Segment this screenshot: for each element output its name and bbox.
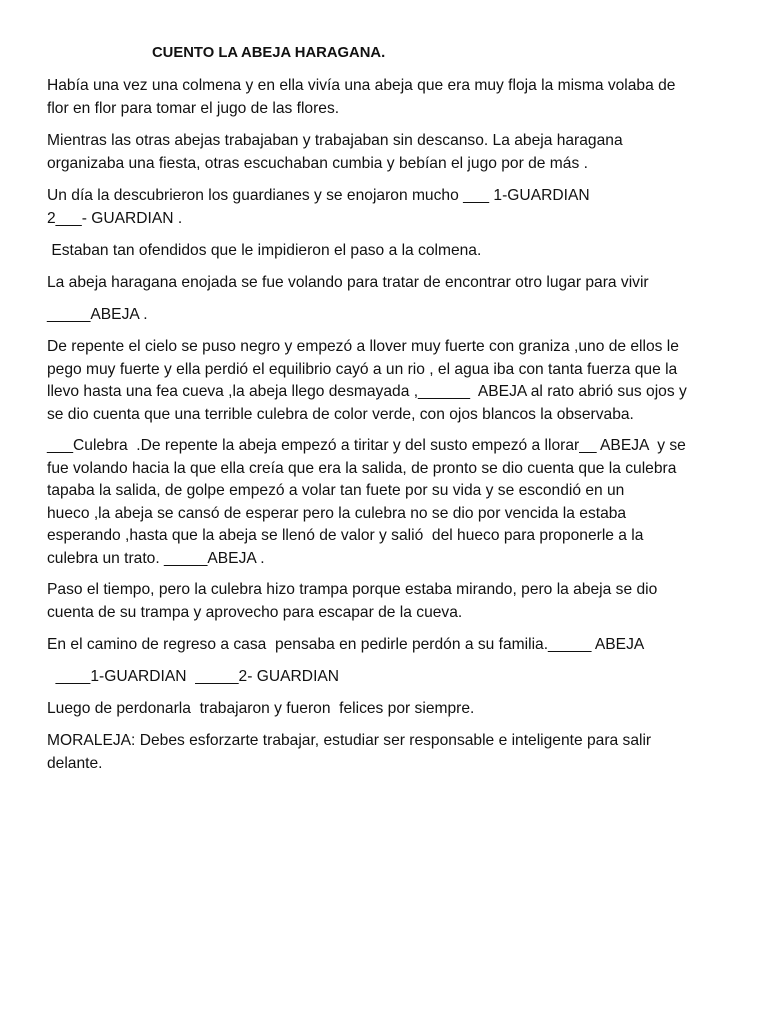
paragraph-line: culebra un trato. _____ABEJA .	[47, 549, 265, 567]
paragraph-line: Luego de perdonarla trabajaron y fueron felices por siempre.	[47, 700, 475, 717]
paragraph-line: fue volando hacia la que ella creía que era la salida, de pronto se dio cuenta que la culebra	[47, 459, 677, 477]
paragraph-line: organizaba una fiesta, otras escuchaban cumbia y bebían el jugo por de más .	[47, 154, 588, 172]
paragraph-1	[47, 75, 727, 120]
paragraph-line: De repente el cielo se puso negro y empezó a llover muy fuerte con graniza ,uno de ellos le	[47, 338, 679, 355]
paragraph-line: ___Culebra .De repente la abeja empezó a tiritar y del susto empezó a llorar__ ABEJA y se	[47, 437, 686, 454]
paragraph-line: cuenta de su trampa y aprovecho para escapar de la cueva.	[47, 603, 463, 621]
paragraph-2	[47, 130, 727, 175]
paragraph-line: En el camino de regreso a casa pensaba en pedirle perdón a su familia._____ ABEJA	[47, 636, 645, 653]
paragraph-line: llevo hasta una fea cueva ,la abeja llego desmayada ,______ ABEJA al rato abrió sus ojos y	[47, 383, 687, 400]
paragraph-line: Estaban tan ofendidos que le impidieron el paso a la colmena.	[47, 242, 482, 259]
paragraph-line: pego muy fuerte y ella perdió el equilibrio cayó a un rio , el agua iba con tanta fuerza que la	[47, 360, 678, 378]
paragraph-line: Paso el tiempo, pero la culebra hizo trampa porque estaba mirando, pero la abeja se dio	[47, 581, 658, 598]
moraleja-paragraph	[47, 730, 727, 775]
paragraph-line: La abeja haragana enojada se fue volando para tratar de encontrar otro lugar para vivir	[47, 274, 649, 291]
paragraph-line: ____1-GUARDIAN _____2- GUARDIAN	[47, 668, 340, 685]
paragraph-7	[47, 336, 727, 426]
paragraph-line: 2___- GUARDIAN .	[47, 209, 183, 227]
paragraph-line: _____ABEJA .	[47, 306, 148, 323]
paragraph-line: se dio cuenta que una terrible culebra de color verde, con ojos blancos la observaba.	[47, 405, 634, 423]
paragraph-line: MORALEJA: Debes esforzarte trabajar, estudiar ser responsable e inteligente para salir	[47, 732, 652, 749]
paragraph-10	[47, 634, 727, 657]
paragraph-12	[47, 698, 727, 721]
paragraph-line: delante.	[47, 754, 103, 772]
paragraph-6	[47, 304, 727, 327]
paragraph-line: Había una vez una colmena y en ella vivía una abeja que era muy floja la misma volaba de	[47, 77, 676, 94]
paragraph-line: Mientras las otras abejas trabajaban y trabajaban sin descanso. La abeja haragana	[47, 132, 623, 149]
paragraph-line: esperando ,hasta que la abeja se llenó de valor y salió del hueco para proponerle a la	[47, 527, 644, 544]
paragraph-5	[47, 272, 727, 295]
paragraph-line: tapaba la salida, de golpe empezó a volar tan fuete por su vida y se escondió en un	[47, 482, 625, 499]
paragraph-4	[47, 240, 727, 263]
paragraph-line: flor en flor para tomar el jugo de las flores.	[47, 99, 340, 117]
paragraph-11	[47, 666, 727, 689]
paragraph-line: hueco ,la abeja se cansó de esperar pero la culebra no se dio por vencida la estaba	[47, 504, 627, 522]
paragraph-8	[47, 435, 727, 570]
paragraph-line: Un día la descubrieron los guardianes y se enojaron mucho ___ 1-GUARDIAN	[47, 187, 590, 204]
document-title: CUENTO LA ABEJA HARAGANA.	[152, 45, 386, 61]
paragraph-9	[47, 579, 727, 624]
paragraph-3	[47, 185, 727, 230]
